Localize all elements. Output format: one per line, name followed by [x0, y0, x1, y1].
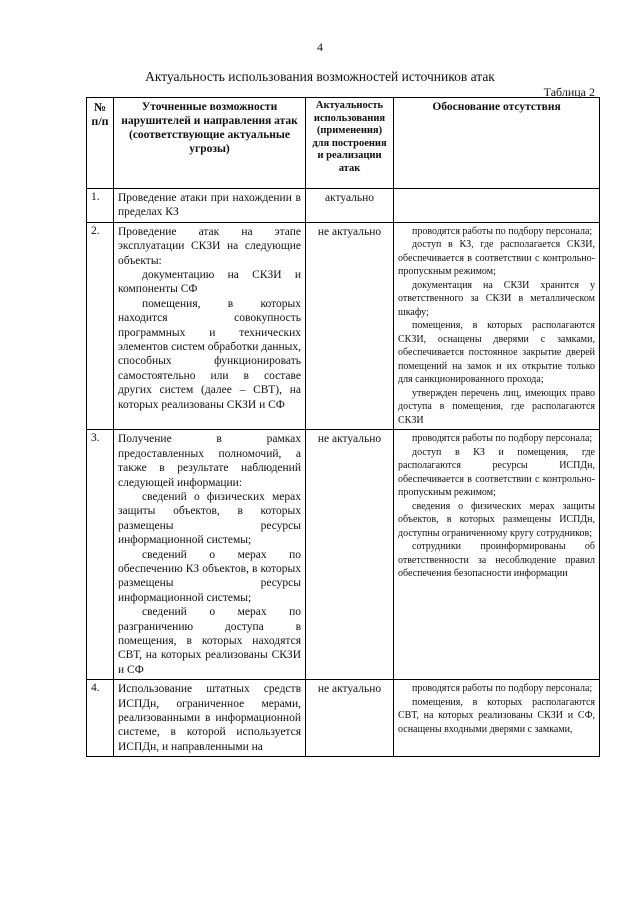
justification-paragraph: доступ в КЗ и помещения, где располагаются ресурсы ИСПДн, обеспечивается в соответствии с контрольно-пропускным режимом;: [398, 446, 595, 499]
relevance-cell: не актуально: [306, 680, 394, 757]
relevance-cell: не актуально: [306, 222, 394, 430]
attack-capabilities-table: [86, 97, 600, 757]
row-number: 1.: [87, 189, 114, 223]
header-num: № п/п: [87, 98, 114, 189]
capability-paragraph: Проведение атаки при нахождении в пределах КЗ: [118, 192, 301, 219]
capability-paragraph: Использование штатных средств ИСПДн, ограниченное мерами, реализованными в информационной системе, в которой используется ИСПДн, и направленными на: [118, 683, 301, 753]
table-header-row: [87, 98, 600, 189]
capability-cell: [114, 430, 306, 680]
capability-paragraph: сведений о мерах по обеспечению КЗ объектов, в которых размещены ресурсы информационной системы;: [118, 548, 301, 604]
capability-paragraph: помещения, в которых находится совокупность программных и технических элементов систем обработки данных, способных функционировать самостоятельно или в составе других систем (далее – СВТ), на которых реализованы СКЗИ и СФ: [118, 297, 301, 411]
header-capabilities: Уточненные возможности нарушителей и направления атак (соответствующие актуальные угрозы): [114, 98, 306, 189]
justification-paragraph: помещения, в которых располагаются СКЗИ, оснащены дверями с замками, обеспечивается постоянное закрытие дверей помещений на замок и их открытие только для санкционированного прохода;: [398, 320, 595, 386]
capability-paragraph: Получение в рамках предоставленных полномочий, а также в результате наблюдений следующей информации:: [118, 433, 301, 489]
justification-cell: [394, 680, 600, 757]
justification-cell: [394, 189, 600, 223]
relevance-cell: не актуально: [306, 430, 394, 680]
table-row: [87, 430, 600, 680]
capability-cell: [114, 189, 306, 223]
capability-paragraph: сведений о физических мерах защиты объектов, в которых размещены ресурсы информационной системы;: [118, 490, 301, 547]
justification-cell: [394, 222, 600, 430]
justification-paragraph: помещения, в которых располагаются СВТ, на которых реализованы СКЗИ и СФ, оснащены входными дверями с замками,: [398, 696, 595, 735]
row-number: 4.: [87, 680, 114, 757]
table-label: Таблица 2: [543, 85, 595, 99]
justification-paragraph: проводятся работы по подбору персонала;: [412, 433, 593, 445]
row-number: 3.: [87, 430, 114, 680]
justification-paragraph: доступ в КЗ, где располагается СКЗИ, обеспечивается в соответствии с контрольно-пропускным режимом;: [398, 239, 595, 278]
capability-cell: [114, 680, 306, 757]
capability-cell: [114, 222, 306, 430]
capability-paragraph: документацию на СКЗИ и компоненты СФ: [118, 269, 301, 296]
justification-paragraph: сотрудники проинформированы об ответственности за несоблюдение правил обеспечения безопасности информации: [398, 541, 595, 580]
justification-paragraph: проводятся работы по подбору персонала;: [412, 683, 593, 695]
table-row: [87, 189, 600, 223]
header-relevance: Актуальность использования (применения) для построения и реализации атак: [306, 98, 394, 189]
page-number: 4: [317, 40, 323, 54]
justification-paragraph: утвержден перечень лиц, имеющих право доступа в помещения, где располагаются СКЗИ: [398, 387, 595, 426]
capability-paragraph: сведений о мерах по разграничению доступа в помещения, в которых находятся СВТ, на которых реализованы СКЗИ и СФ: [118, 606, 301, 676]
justification-paragraph: сведения о физических мерах защиты объектов, в которых размещены ИСПДн, доступны ограниченному кругу сотрудников;: [398, 500, 595, 539]
relevance-cell: актуально: [306, 189, 394, 223]
table-row: [87, 222, 600, 430]
justification-cell: [394, 430, 600, 680]
row-number: 2.: [87, 222, 114, 430]
header-justification: Обоснование отсутствия: [394, 98, 600, 189]
justification-paragraph: документация на СКЗИ хранится у ответственного за СКЗИ в металлическом шкафу;: [398, 279, 595, 318]
document-title: Актуальность использования возможностей источников атак: [145, 69, 495, 84]
table-row: [87, 680, 600, 757]
justification-paragraph: проводятся работы по подбору персонала;: [412, 225, 593, 237]
capability-paragraph: Проведение атак на этапе эксплуатации СКЗИ на следующие объекты:: [118, 225, 301, 267]
